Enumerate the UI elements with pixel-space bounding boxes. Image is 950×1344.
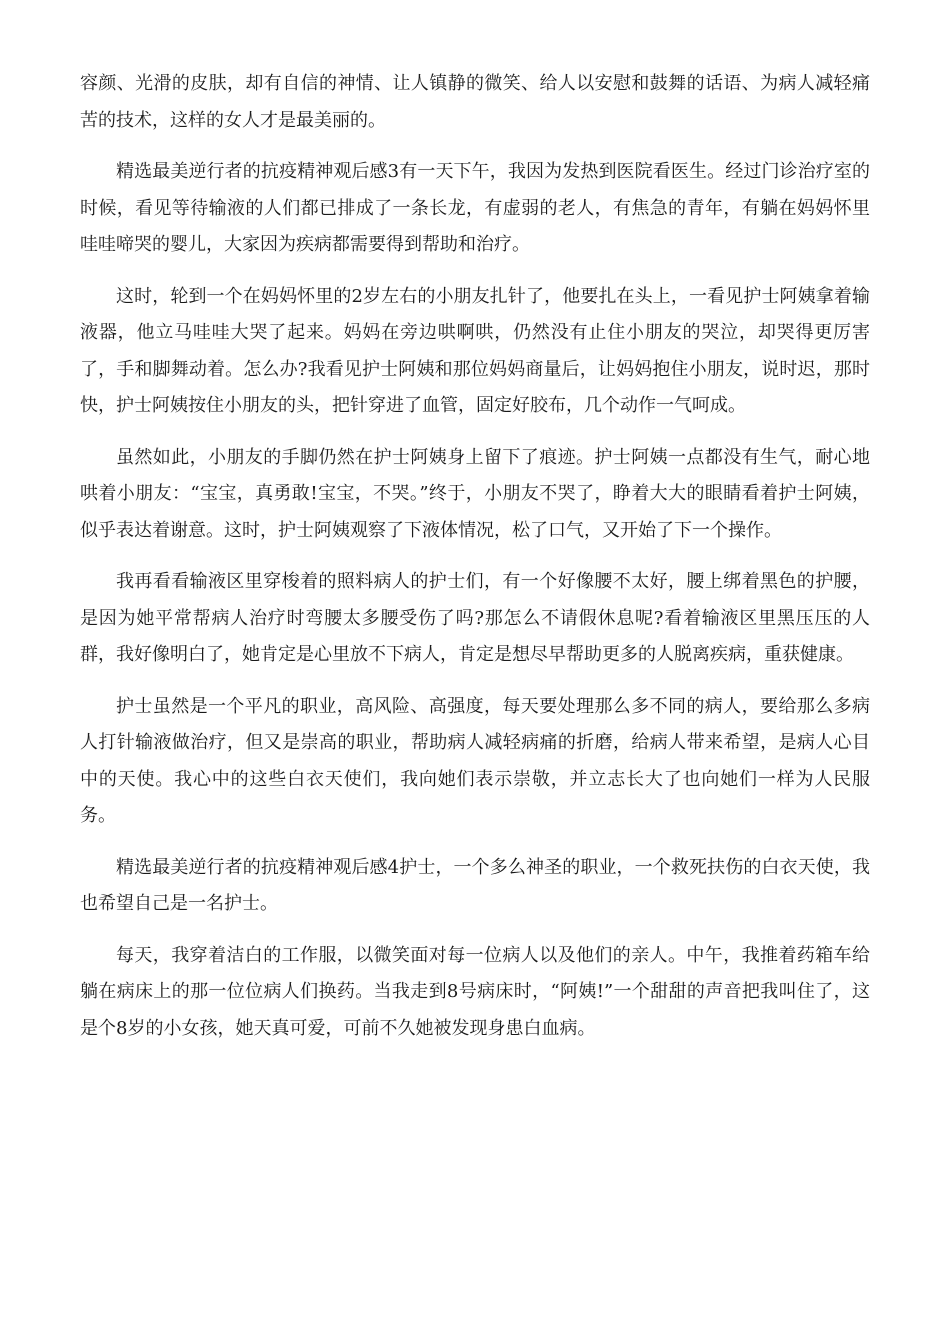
document-body	[80, 66, 870, 1062]
paragraph: 精选最美逆行者的抗疫精神观后感4护士，一个多么神圣的职业，一个救死扶伤的白衣天使，我也希望自己是一名护士。	[80, 856, 870, 914]
paragraph: 这时，轮到一个在妈妈怀里的2岁左右的小朋友扎针了，他要扎在头上，一看见护士阿姨拿着输液器，他立马哇哇大哭了起来。妈妈在旁边哄啊哄，仍然没有止住小朋友的哭泣，却哭得更厉害了，手和脚舞动着。怎么办?我看见护士阿姨和那位妈妈商量后，让妈妈抱住小朋友，说时迟，那时快，护士阿姨按住小朋友的头，把针穿进了血管，固定好胶布，几个动作一气呵成。	[80, 285, 870, 416]
paragraph: 容颜、光滑的皮肤，却有自信的神情、让人镇静的微笑、给人以安慰和鼓舞的话语、为病人减轻痛苦的技术，这样的女人才是最美丽的。	[80, 73, 870, 131]
paragraph: 我再看看输液区里穿梭着的照料病人的护士们，有一个好像腰不太好，腰上绑着黑色的护腰，是因为她平常帮病人治疗时弯腰太多腰受伤了吗?那怎么不请假休息呢?看着输液区里黑压压的人群，我好像明白了，她肯定是心里放不下病人，肯定是想尽早帮助更多的人脱离疾病，重获健康。	[80, 571, 870, 665]
paragraph: 虽然如此，小朋友的手脚仍然在护士阿姨身上留下了痕迹。护士阿姨一点都没有生气，耐心地哄着小朋友：“宝宝，真勇敢!宝宝，不哭。”终于，小朋友不哭了，睁着大大的眼睛看着护士阿姨，似乎表达着谢意。这时，护士阿姨观察了下液体情况，松了口气，又开始了下一个操作。	[80, 446, 870, 541]
paragraph: 护士虽然是一个平凡的职业，高风险、高强度，每天要处理那么多不同的病人，要给那么多病人打针输液做治疗，但又是崇高的职业，帮助病人减轻病痛的折磨，给病人带来希望，是病人心目中的天使。我心中的这些白衣天使们，我向她们表示崇敬，并立志长大了也向她们一样为人民服务。	[80, 695, 870, 826]
paragraph: 每天，我穿着洁白的工作服，以微笑面对每一位病人以及他们的亲人。中午，我推着药箱车给躺在病床上的那一位位病人们换药。当我走到8号病床时，“阿姨!”一个甜甜的声音把我叫住了，这是个8岁的小女孩，她天真可爱，可前不久她被发现身患白血病。	[80, 944, 870, 1039]
paragraph: 精选最美逆行者的抗疫精神观后感3有一天下午，我因为发热到医院看医生。经过门诊治疗室的时候，看见等待输液的人们都已排成了一条长龙，有虚弱的老人，有焦急的青年，有躺在妈妈怀里哇哇啼哭的婴儿，大家因为疾病都需要得到帮助和治疗。	[80, 161, 870, 255]
